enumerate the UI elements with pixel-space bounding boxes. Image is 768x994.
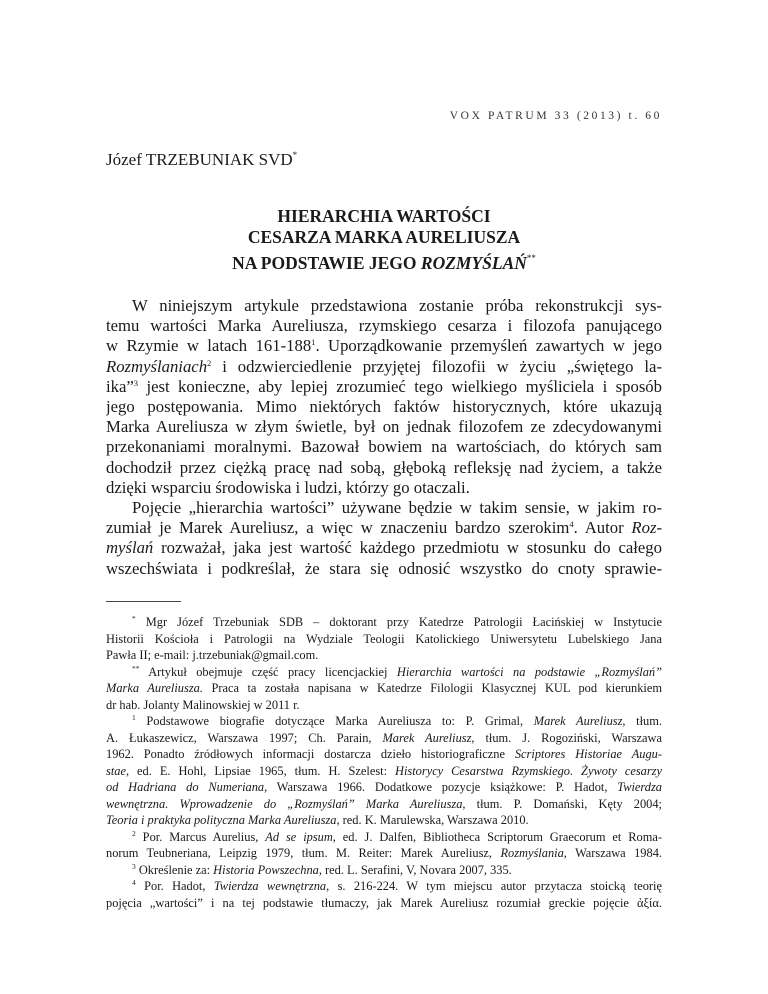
footnote-line: Pawła II; e-mail: j.trzebuniak@gmail.com. [106, 648, 319, 662]
footnote-line: wewnętrzna. Wprowadzenie do „Rozmyślań” Marka Aureliusza, tłum. P. Domański, Kęty 2004; [106, 796, 662, 811]
footnote-separator [106, 601, 181, 602]
footnote-ref-3[interactable]: 3 [133, 377, 139, 388]
footnote-line: $^4$ Por. Hadot, Twierdza wewnętrzna, s. 216-224. W tym miejscu autor przytacza stoicką teorię [132, 878, 662, 893]
body-line: w Rzymie w latach $161-188^1$. Uporządkowanie przemyśleń zawartych w jego [106, 336, 662, 356]
title-italic-work: ROZMYŚLAŃ [420, 253, 527, 273]
author-name: Józef TRZEBUNIAK SVD [106, 150, 293, 169]
body-line: Rozmyślaniach$^2$ i odzwierciedlenie przyjętej filozofii w życiu „świętego la- [106, 356, 662, 376]
footnote-line: $^3$ Określenie za: Historia Powszechna, red. L. Serafini, V, Novara 2007, 335. [132, 861, 512, 877]
footnote-line: * Mgr Józef Trzebuniak SDB – doktorant przy Katedrze Patrologii Łacińskiej w Instytucie [132, 614, 662, 629]
footnote-line: $^2$ Por. Marcus Aurelius, Ad se ipsum, ed. J. Dalfen, Bibliotheca Scriptorum Graecorum et Roma- [132, 828, 662, 844]
author-footnote-mark[interactable]: * [292, 150, 298, 160]
footnote-ref-2[interactable]: 2 [207, 357, 212, 368]
body-line: myślań rozważał, jaka jest wartość każdego przedmiotu w stosunku do całego [106, 538, 662, 558]
footnote-line: A. Łukaszewicz, Warszawa 1997; Ch. Parain, Marek Aureliusz, tłum. J. Rogoziński, Warszawa [106, 730, 662, 745]
author-line [106, 150, 297, 170]
footnote-line: 1962. Ponadto źródłowych informacji dostarcza dzieło historiograficzne Scriptores Historiae Augu- [106, 747, 662, 761]
title-line-3: NA PODSTAWIE JEGO ROZMYŚLAŃ** [232, 253, 536, 273]
body-line: przekonaniami moralnymi. Bazował bowiem na wartościach, do których sam [106, 437, 662, 457]
body-line: wszechświata i podkreślał, że stara się odnosić wszystko do cnoty sprawie- [106, 558, 662, 578]
footnote-line: ** Artykuł obejmuje część pracy licencjackiej Hierarchia wartości na podstawie „Rozmyślań” [132, 663, 662, 679]
article-title [106, 206, 662, 274]
title-footnote-mark[interactable]: ** [526, 253, 536, 263]
body-line: Marka Aureliusza w złym świetle, był on jednak filozofem ze zdecydowanymi [106, 417, 662, 437]
footnotes [106, 614, 662, 911]
body-line: jego postępowania. Mimo niektórych faktów historycznych, które ukazują [106, 397, 662, 417]
footnote-line: pojęcia „wartości” i na tej podstawie tłumaczy, jak Marek Aureliusz rozumiał greckie pojęcie ἀξία. [106, 895, 662, 910]
body-line: dochodził przez ciężką pracę nad sobą, głęboką refleksję nad życiem, a także [106, 457, 662, 477]
body-line: Pojęcie „hierarchia wartości” używane będzie w takim sensie, w jakim ro- [132, 498, 662, 518]
footnote-line: Teoria i praktyka polityczna Marka Aureliusza, red. K. Marulewska, Warszawa 2010. [106, 813, 529, 827]
article-body [106, 296, 662, 579]
running-head: VOX PATRUM 33 (2013) t. 60 [449, 110, 662, 122]
title-line-2: CESARZA MARKA AURELIUSZA [247, 227, 521, 247]
body-line: zumiał je Marek Aureliusz, a więc w znaczeniu bardzo szerokim$^4$. Autor Roz- [106, 518, 662, 538]
title-line-1: HIERARCHIA WARTOŚCI [277, 206, 491, 226]
footnote-line: Historii Kościoła i Patrologii na Wydziale Teologii Katolickiego Uniwersytetu Lubelskiego Jana [106, 631, 662, 646]
footnote-line: stae, ed. E. Hohl, Lipsiae 1965, tłum. H. Szelest: Historycy Cesarstwa Rzymskiego. Żywoty cesarzy [106, 763, 662, 778]
footnote-line: Marka Aureliusza. Praca ta została napisana w Katedrze Filologii Klasycznej KUL pod kierunkiem [106, 681, 662, 695]
footnote-line: dr hab. Jolanty Malinowskiej w 2011 r. [106, 697, 300, 712]
body-line: ika”$^3$ jest konieczne, aby lepiej zrozumieć tego wielkiego myśliciela i sposób [106, 376, 662, 396]
footnote-ref-4[interactable]: 4 [569, 519, 574, 530]
body-line: dzięki wsparciu środowiska i ludzi, którzy go otaczali. [106, 477, 470, 497]
footnote-line: norum Teubneriana, Leipzig 1979, tłum. M. Reiter: Marek Aureliusz, Rozmyślania, Warszawa 1984. [106, 846, 662, 860]
footnote-line: $^1$ Podstawowe biografie dotyczące Marka Aureliusza to: P. Grimal, Marek Aureliusz, tłum. [132, 713, 662, 728]
body-line: W niniejszym artykule przedstawiona zostanie próba rekonstrukcji sys- [132, 296, 662, 315]
footnote-ref-1[interactable]: 1 [311, 337, 316, 348]
body-line: temu wartości Marka Aureliusza, rzymskiego cesarza i filozofa panującego [106, 316, 662, 336]
footnote-line: od Hadriana do Numeriana, Warszawa 1966. Dodatkowe pozycje książkowe: P. Hadot, Twierdza [106, 780, 662, 794]
